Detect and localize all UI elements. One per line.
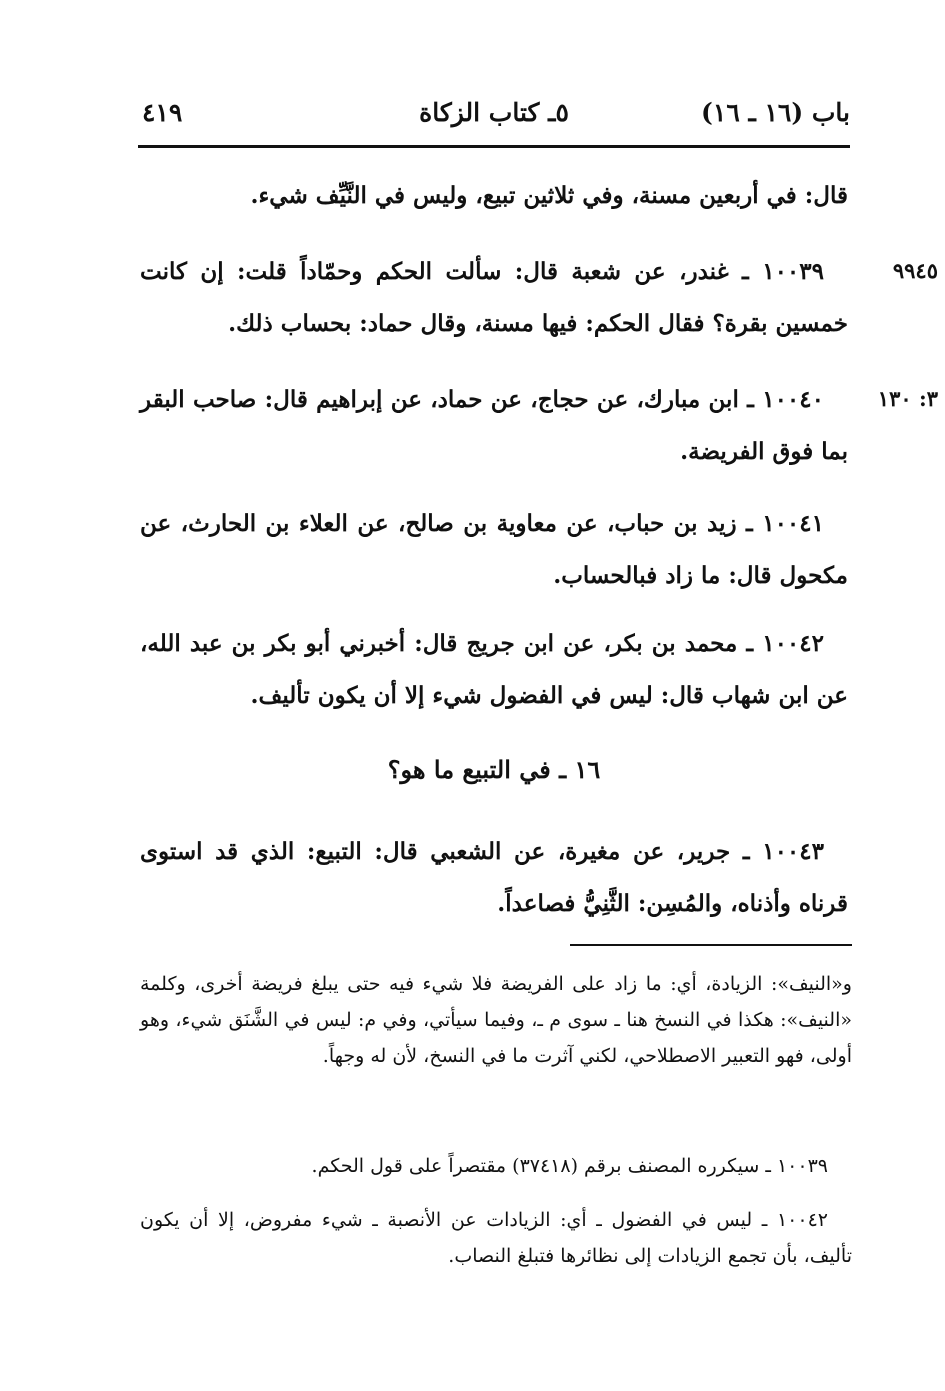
hadith-text: ـ ابن مبارك، عن حجاج، عن حماد، عن إبراهيم قال: صاحب البقر بما فوق الفريضة. <box>140 386 848 465</box>
hadith-text: ـ زيد بن حباب، عن معاوية بن صالح، عن العلاء بن الحارث، عن مكحول قال: ما زاد فبالحساب. <box>140 510 848 589</box>
continuation-text: قال: في أربعين مسنة، وفي ثلاثين تبيع، وليس في النَّيِّف شيء. <box>250 182 848 209</box>
hadith-entry <box>140 826 848 930</box>
hadith-number: ١٠٠٤٠ <box>762 386 824 413</box>
footnote <box>140 966 852 1074</box>
hadith-text: ـ جرير، عن مغيرة، عن الشعبي قال: التبيع: الذي قد استوى قرناه وأذناه، والمُسِن: الثَّنِيُّ فصاعداً. <box>140 838 848 917</box>
footnote-text: ١٠٠٣٩ ـ سيكرره المصنف برقم (٣٧٤١٨) مقتصراً على قول الحكم. <box>311 1155 828 1177</box>
margin-reference: ٩٩٤٥ <box>892 258 938 283</box>
hadith-entry <box>140 246 848 350</box>
footnote-text: ١٠٠٤٢ ـ ليس في الفضول ـ أي: الزيادات عن الأنصبة ـ شيء مفروض، إلا أن يكون تأليف، بأن تجمع الزيادات إلى نظائرها فتبلغ النصاب. <box>140 1209 852 1267</box>
footnote <box>140 1202 852 1274</box>
section-heading: ١٦ ـ في التبيع ما هو؟ <box>387 755 601 784</box>
hadith-number: ١٠٠٤١ <box>762 510 824 537</box>
hadith-entry <box>140 374 848 478</box>
continuation-paragraph <box>140 170 848 222</box>
page-header <box>138 92 850 138</box>
hadith-number: ١٠٠٤٣ <box>762 838 824 865</box>
hadith-text: ـ غندر، عن شعبة قال: سألت الحكم وحمّاداً قلت: إن كانت خمسين بقرة؟ فقال الحكم: فيها مسنة، وقال حماد: بحساب ذلك. <box>140 258 848 337</box>
hadith-text: ـ محمد بن بكر، عن ابن جريج قال: أخبرني أبو بكر بن عبد الله، عن ابن شهاب قال: ليس في الفضول شيء إلا أن يكون تأليف. <box>140 630 848 709</box>
footnote-text: و«النيف»: الزيادة، أي: ما زاد على الفريضة فلا شيء فيه حتى يبلغ فريضة أخرى، وكلمة «النيف»: هكذا في النسخ هنا ـ سوى م ـ، وفيما سيأتي، وفي م: ليس في الشَّنَق شيء، وهو أولى، فهو التعبير الاصطلاحي، لكني آثرت ما في النسخ، لأن له وجهاً. <box>140 973 852 1067</box>
header-divider <box>138 145 850 148</box>
chapter-label: باب (١٦ ـ ١٦) <box>701 98 850 127</box>
footnote-divider <box>570 944 852 946</box>
hadith-number: ١٠٠٤٢ <box>762 630 824 657</box>
margin-reference: ٣: ١٣٠ <box>877 386 938 411</box>
hadith-number: ١٠٠٣٩ <box>762 258 824 285</box>
hadith-entry <box>140 618 848 722</box>
footnote <box>140 1148 852 1184</box>
hadith-entry <box>140 498 848 602</box>
page-number: ٤١٩ <box>142 98 183 127</box>
book-title: ٥ـ كتاب الزكاة <box>419 98 569 127</box>
